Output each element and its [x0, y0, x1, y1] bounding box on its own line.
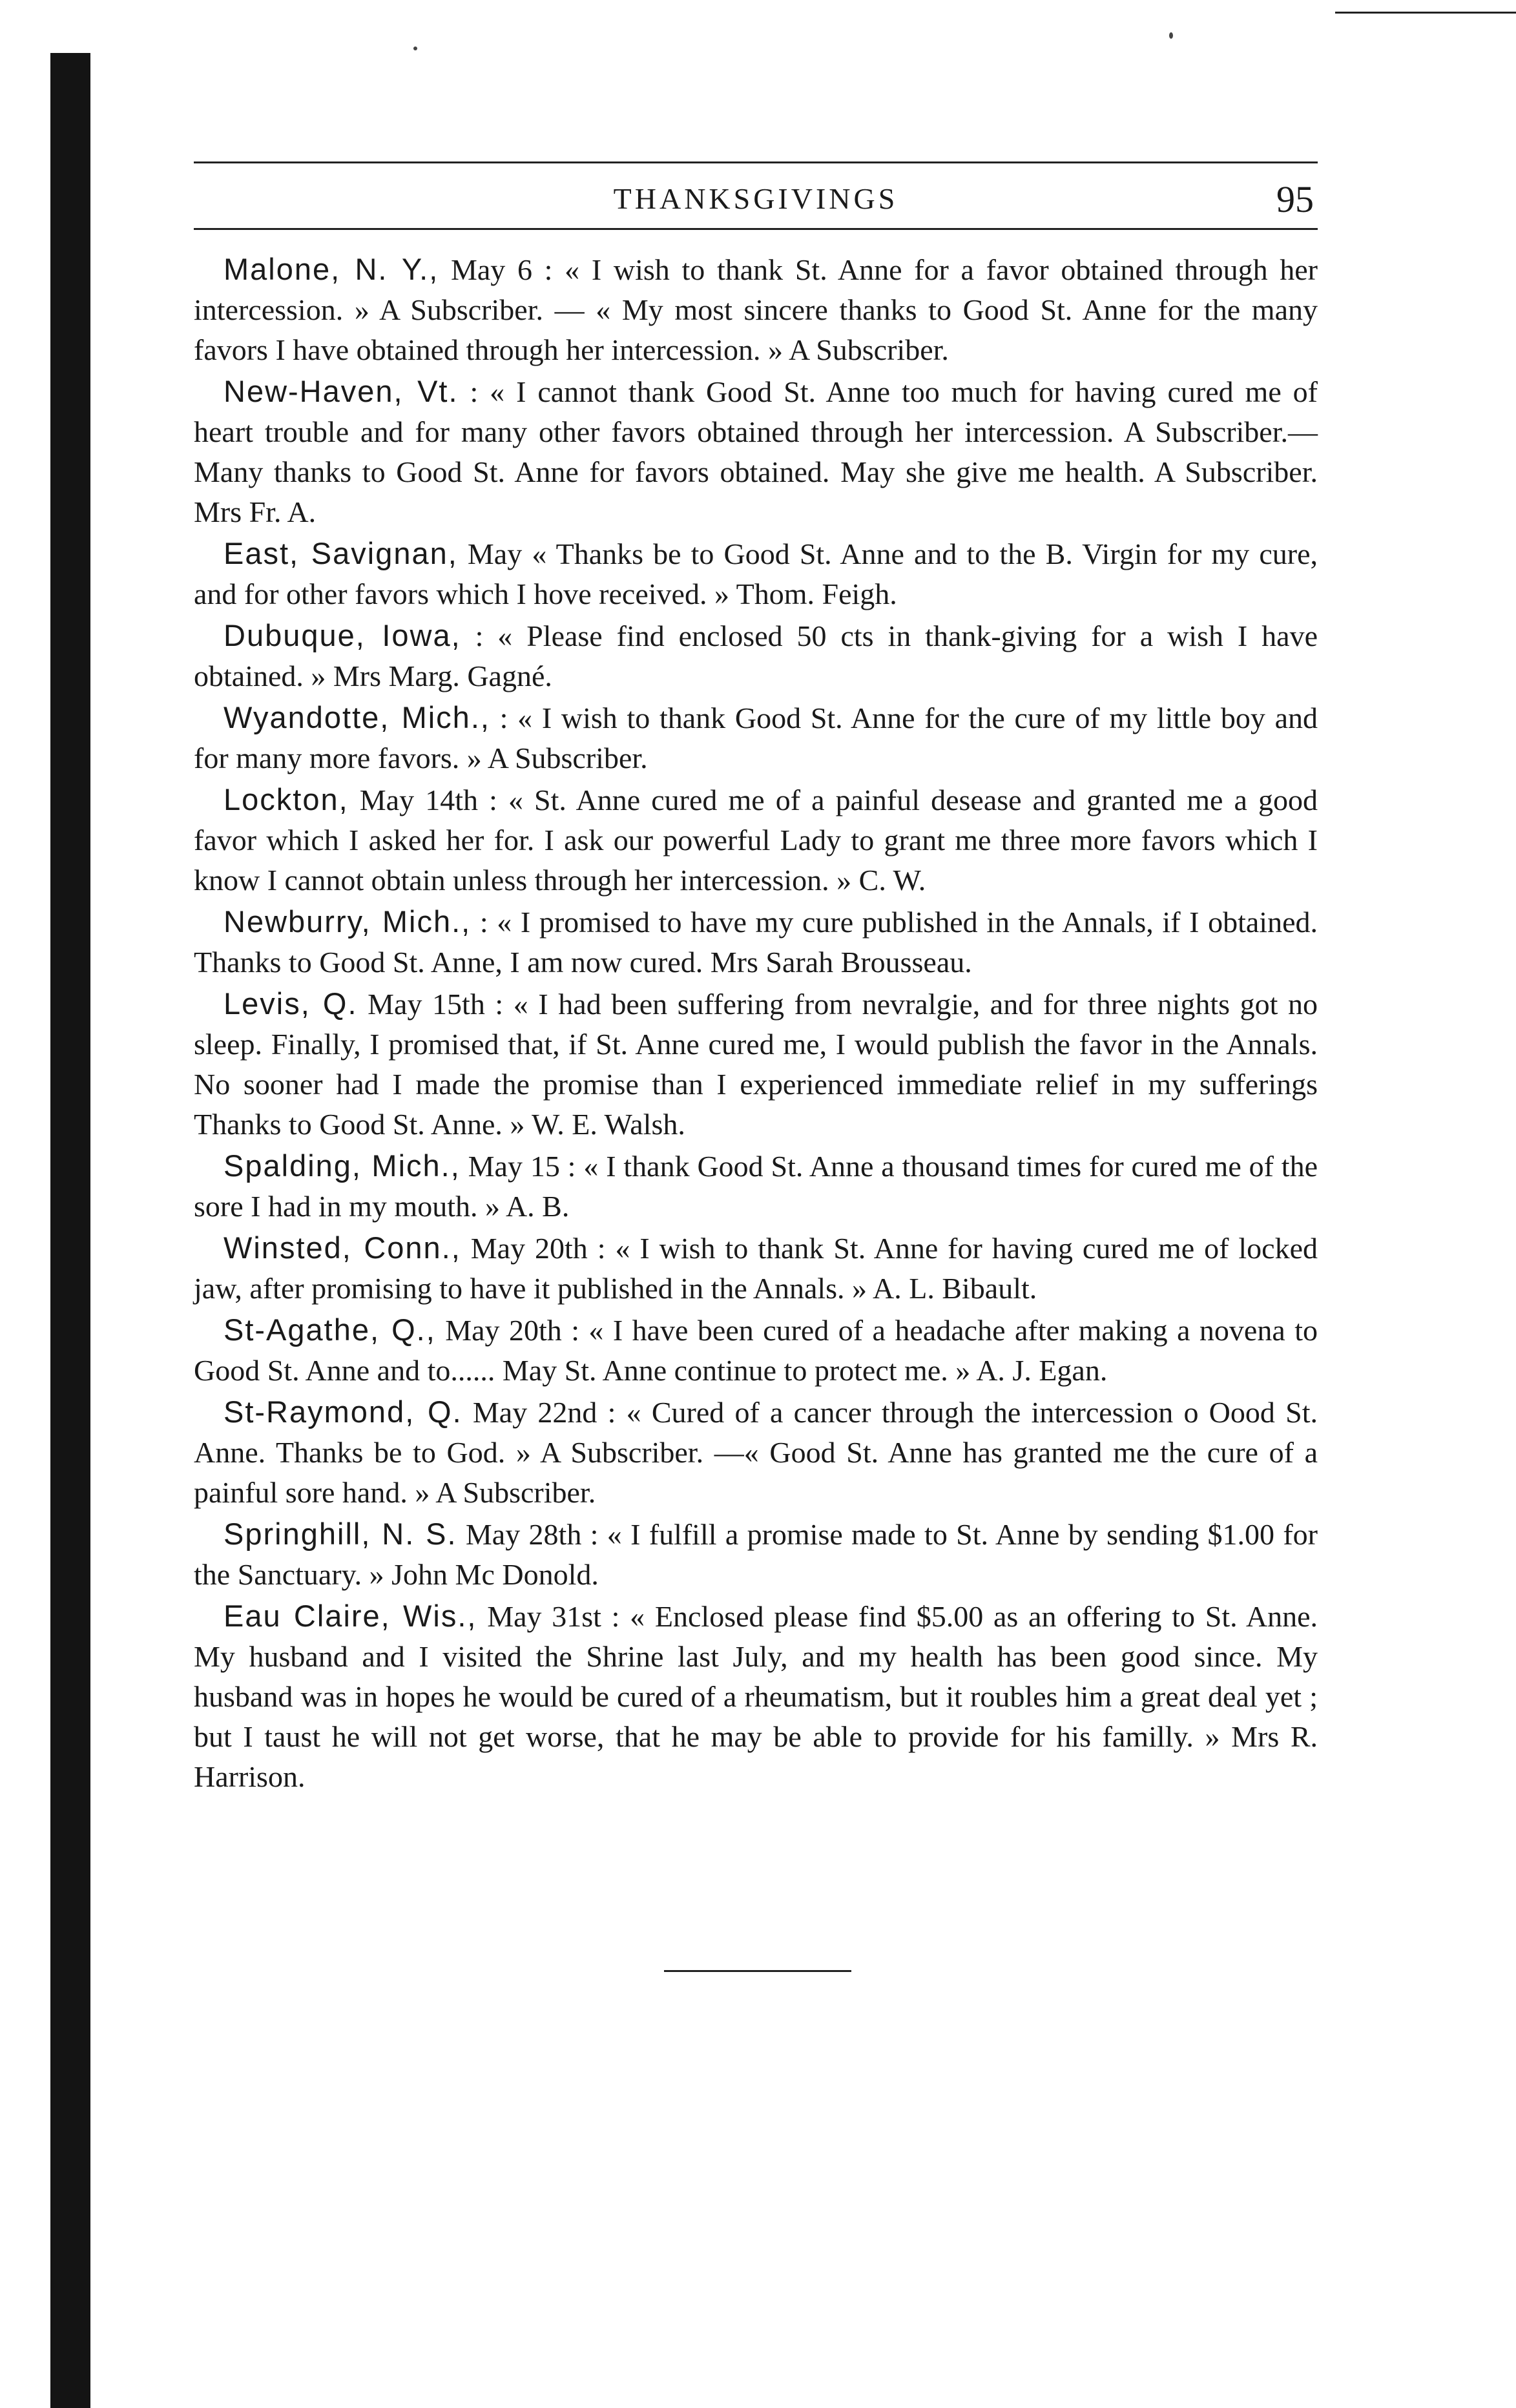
- entry-text: May 22nd : « Cured of a cancer through the intercession o Oood St. Anne. Thanks be to God. » A Subscriber. —« Good St. Anne has granted me the cure of a painful sore hand. » A Subscriber.: [194, 1396, 1318, 1509]
- entry-place: Spalding, Mich.,: [223, 1148, 461, 1183]
- thanksgiving-entry: [194, 1392, 1318, 1513]
- entry-place: Winsted, Conn.,: [223, 1230, 461, 1265]
- ink-speck: [1169, 32, 1173, 39]
- entry-text: May 15th : « I had been suffering from nevralgie, and for three nights got no sleep. Finally, I promised that, if St. Anne cured me, I would publish the favor in the Annals. No sooner had I made the promise than I experienced immediate relief in my sufferings Thanks to Good St. Anne. » W. E. Walsh.: [194, 988, 1318, 1141]
- thanksgiving-entry: [194, 902, 1318, 982]
- running-header: [194, 163, 1318, 228]
- entry-text: May « Thanks be to Good St. Anne and to the B. Virgin for my cure, and for other favors which I hove received. » Thom. Feigh.: [194, 537, 1318, 610]
- binding-edge: [50, 53, 90, 2408]
- ink-speck: [413, 47, 417, 50]
- thanksgiving-entry: [194, 1514, 1318, 1595]
- entry-place: Dubuque, Iowa,: [223, 618, 461, 652]
- entry-place: Springhill, N. S.: [223, 1517, 457, 1551]
- thanksgiving-entry: [194, 534, 1318, 614]
- entry-text: : « I promised to have my cure published in the Annals, if I obtained. Thanks to Good St. Anne, I am now cured. Mrs Sarah Brousseau.: [194, 906, 1318, 979]
- entry-place: Levis, Q.: [223, 986, 358, 1021]
- entry-text: May 14th : « St. Anne cured me of a painful desease and granted me a good favor which I asked her for. I ask our powerful Lady to grant me three more favors which I know I cannot obtain unless through her intercession. » C. W.: [194, 784, 1318, 897]
- entry-place: Wyandotte, Mich.,: [223, 700, 490, 734]
- entry-text: May 20th : « I wish to thank St. Anne for having cured me of locked jaw, after promising to have it published in the Annals. » A. L. Bibault.: [194, 1232, 1318, 1305]
- entry-text: : « Please find enclosed 50 cts in thank-giving for a wish I have obtained. » Mrs Marg. Gagné.: [194, 619, 1318, 692]
- thanksgiving-entry: [194, 1146, 1318, 1227]
- thanksgiving-entry: [194, 984, 1318, 1145]
- entry-text: May 15 : « I thank Good St. Anne a thousand times for cured me of the sore I had in my mouth. » A. B.: [194, 1150, 1318, 1223]
- page-body: [194, 161, 1318, 1798]
- entry-place: Lockton,: [223, 782, 349, 816]
- entry-text: May 28th : « I fulfill a promise made to St. Anne by sending $1.00 for the Sanctuary. » John Mc Donold.: [194, 1518, 1318, 1591]
- entry-place: St-Agathe, Q.,: [223, 1313, 436, 1347]
- thanksgiving-entry: [194, 780, 1318, 900]
- entry-text: : « I wish to thank Good St. Anne for the cure of my little boy and for many more favors. » A Subscriber.: [194, 701, 1318, 774]
- top-edge-rule: [1335, 12, 1516, 14]
- thanksgiving-entries: [194, 249, 1318, 1797]
- thanksgiving-entry: [194, 249, 1318, 370]
- running-title: THANKSGIVINGS: [613, 182, 898, 215]
- entry-text: May 20th : « I have been cured of a headache after making a novena to Good St. Anne and to...... May St. Anne continue to protect me. » A. J. Egan.: [194, 1314, 1318, 1387]
- entry-place: Newburry, Mich.,: [223, 904, 472, 939]
- thanksgiving-entry: [194, 616, 1318, 696]
- thanksgiving-entry: [194, 1310, 1318, 1391]
- header-rule-bottom: [194, 228, 1318, 230]
- thanksgiving-entry: [194, 1228, 1318, 1309]
- page-number: 95: [1276, 178, 1314, 220]
- entry-place: East, Savignan,: [223, 536, 458, 570]
- thanksgiving-entry: [194, 698, 1318, 778]
- thanksgiving-entry: [194, 371, 1318, 532]
- entry-text: : « I cannot thank Good St. Anne too much for having cured me of heart trouble and for many other favors obtained through her intercession. A Subscriber.— Many thanks to Good St. Anne for favors obtained. May she give me health. A Subscriber. Mrs Fr. A.: [194, 375, 1318, 528]
- closing-rule: [664, 1970, 851, 1972]
- entry-place: St-Raymond, Q.: [223, 1395, 462, 1429]
- entry-text: May 6 : « I wish to thank St. Anne for a favor obtained through her intercession. » A Subscriber. — « My most sincere thanks to Good St. Anne for the many favors I have obtained through her intercession. » A Subscriber.: [194, 253, 1318, 366]
- entry-place: New-Haven, Vt.: [223, 374, 459, 408]
- entry-place: Malone, N. Y.,: [223, 252, 439, 286]
- entry-place: Eau Claire, Wis.,: [223, 1599, 477, 1633]
- entry-text: May 31st : « Enclosed please find $5.00 as an offering to St. Anne. My husband and I visited the Shrine last July, and my health has been good since. My husband was in hopes he would be cured of a rheumatism, but it roubles him a great deal yet ; but I taust he will not get worse, that he may be able to provide for his familly. » Mrs R. Harrison.: [194, 1600, 1318, 1793]
- thanksgiving-entry: [194, 1596, 1318, 1797]
